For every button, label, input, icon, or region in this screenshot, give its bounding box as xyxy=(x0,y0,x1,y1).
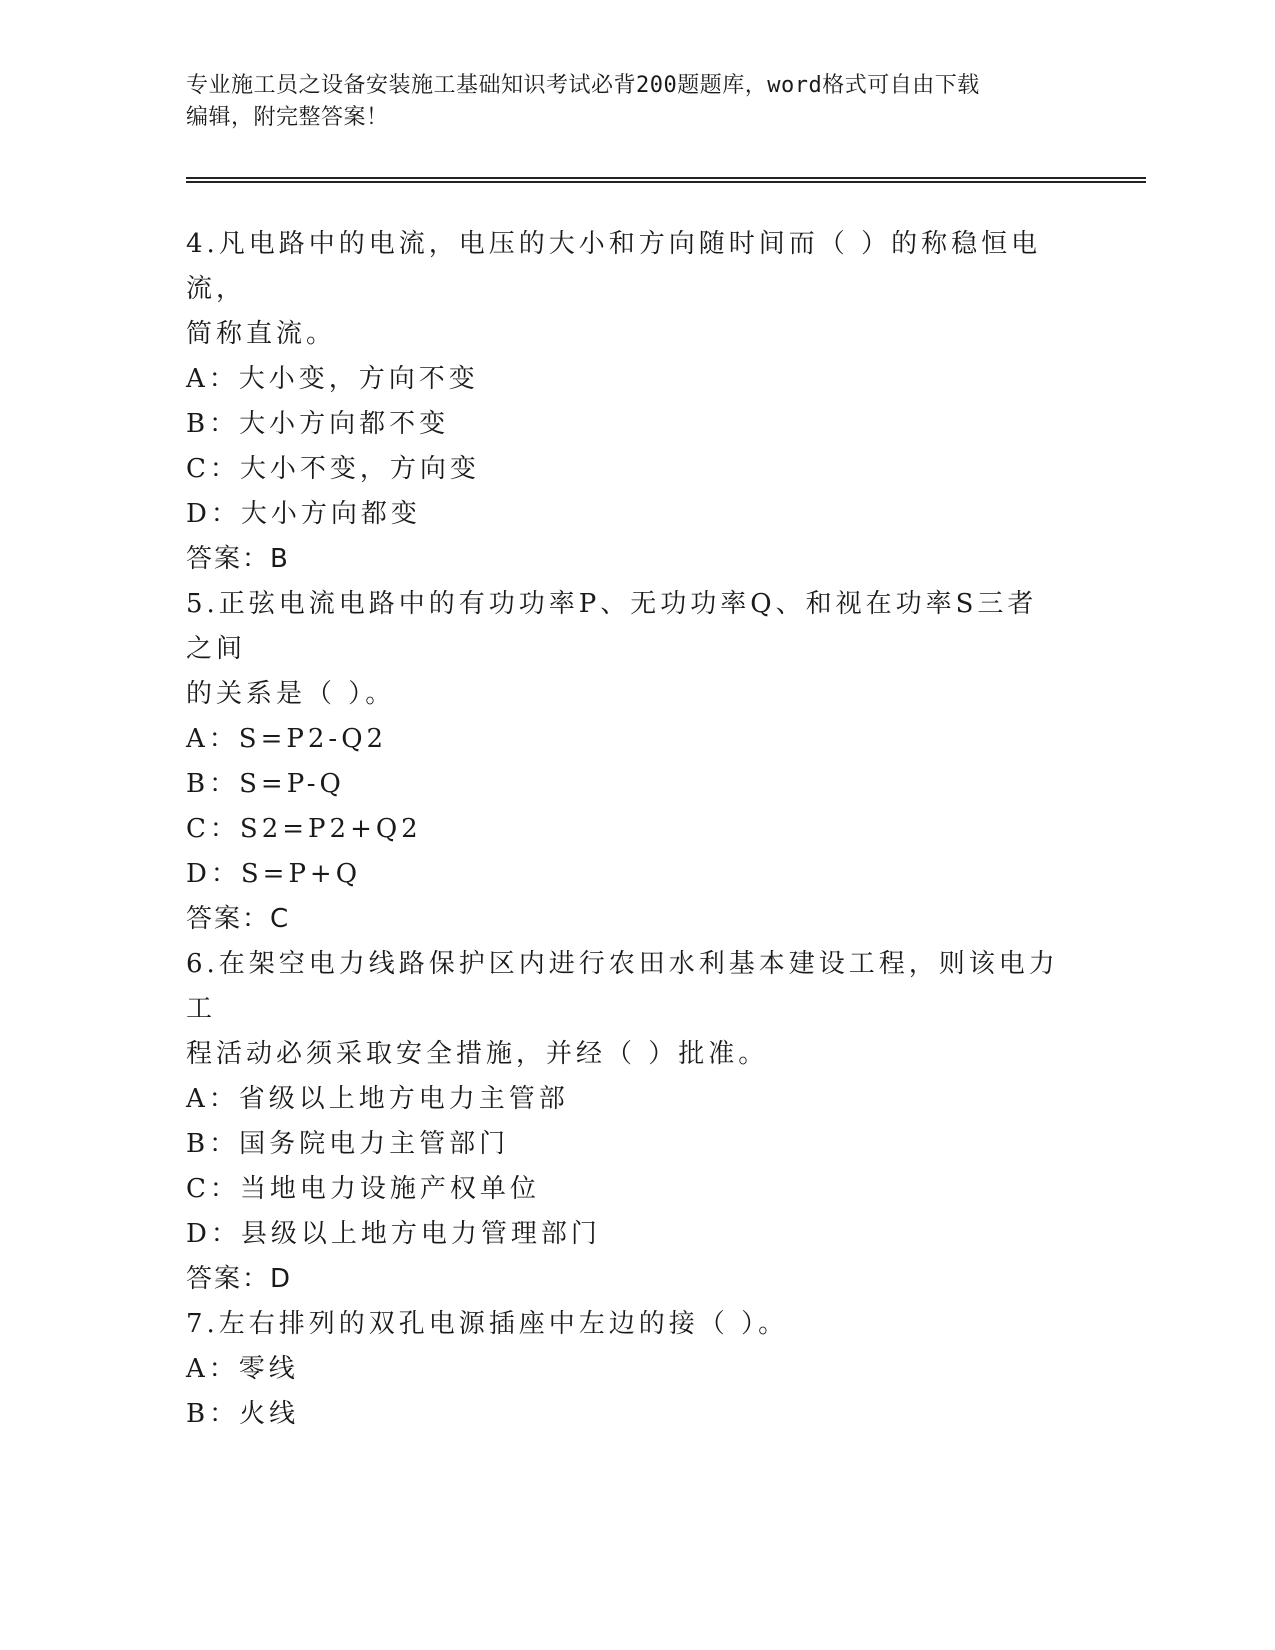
option-b: B：S=P-Q xyxy=(186,769,345,799)
question-stem-line: 简称直流。 xyxy=(186,319,337,349)
option-c: C：大小不变，方向变 xyxy=(186,454,480,484)
question-4 xyxy=(186,222,1066,582)
question-5 xyxy=(186,582,1066,942)
answer: 答案：D xyxy=(186,1264,293,1294)
question-6 xyxy=(186,942,1066,1302)
document-header xyxy=(186,70,1086,134)
question-stem-line: 4.凡电路中的电流，电压的大小和方向随时间而（ ）的称稳恒电流， xyxy=(186,229,1042,304)
question-stem-line: 的关系是（ ）。 xyxy=(186,679,396,709)
option-a: A：省级以上地方电力主管部 xyxy=(186,1084,569,1114)
option-a: A：零线 xyxy=(186,1354,299,1384)
option-d: D：S=P+Q xyxy=(186,859,362,889)
question-stem-line: 5.正弦电流电路中的有功功率P、无功功率Q、和视在功率S三者之间 xyxy=(186,589,1038,664)
question-stem-line: 6.在架空电力线路保护区内进行农田水利基本建设工程，则该电力工 xyxy=(186,949,1059,1024)
option-b: B：火线 xyxy=(186,1399,300,1429)
option-b: B：国务院电力主管部门 xyxy=(186,1129,510,1159)
option-c: C：当地电力设施产权单位 xyxy=(186,1174,540,1204)
option-c: C：S2=P2+Q2 xyxy=(186,814,422,844)
option-a: A：S=P2-Q2 xyxy=(186,724,388,754)
question-stem-line: 7.左右排列的双孔电源插座中左边的接（ ）。 xyxy=(186,1309,789,1339)
header-title-line-1: 专业施工员之设备安装施工基础知识考试必背200题题库，word格式可自由下载 xyxy=(186,73,980,98)
option-d: D：大小方向都变 xyxy=(186,499,421,529)
question-7 xyxy=(186,1302,1066,1437)
header-divider xyxy=(186,177,1146,183)
answer: 答案：C xyxy=(186,904,291,934)
option-b: B：大小方向都不变 xyxy=(186,409,450,439)
option-a: A：大小变，方向不变 xyxy=(186,364,479,394)
header-title-line-2: 编辑，附完整答案！ xyxy=(186,105,389,130)
option-d: D：县级以上地方电力管理部门 xyxy=(186,1219,601,1249)
question-stem-line: 程活动必须采取安全措施，并经（ ）批准。 xyxy=(186,1039,769,1069)
answer: 答案：B xyxy=(186,544,290,574)
